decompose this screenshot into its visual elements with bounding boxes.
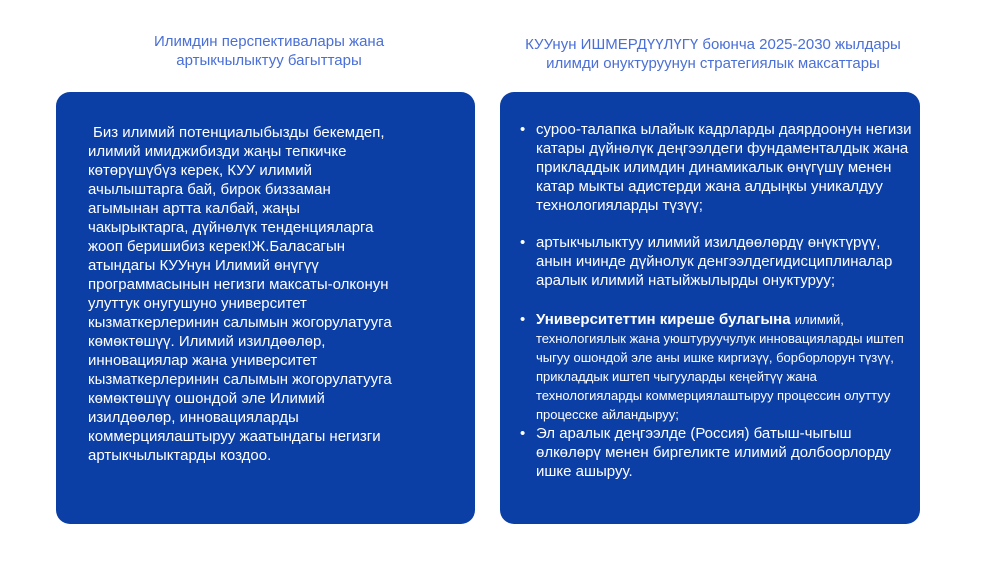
list-item-text: Эл аралык деңгээлде (Россия) батыш-чыгыш өлкөлөрү менен биргеликте илимий долбоорлорду ишке ашыруу. — [536, 425, 892, 480]
list-item — [520, 310, 912, 424]
right-heading: КУУнун ИШМЕРДҮҮЛҮГҮ боюнча 2025-2030 жылдары илимди онуктуруунун стратегиялык максаттары — [525, 36, 901, 72]
bullet-icon: • — [520, 425, 526, 442]
left-heading: Илимдин перспективалары жана артыкчылыктуу багыттары — [153, 33, 385, 69]
list-item-text: илимий, технологиялык жана уюштуруучулук инновацияларды иштеп чыгуу ошондой эле аны ишке киргизүү, борборлорун түзүү, прикладдык иштеп чыгууларды кеңейтүү жана технологияларды коммерциялаштыруу процессин олуттуу процесске айландыруу; — [536, 312, 904, 422]
strategic-goals-list — [520, 120, 912, 481]
strategic-goals-panel — [500, 92, 920, 524]
list-item — [520, 424, 912, 481]
perspectives-panel — [56, 92, 475, 524]
list-item-text: суроо-талапка ылайык кадрларды даярдоонун негизи катары дүйнөлүк деңгээлдеги фундаменталдык жана прикладдык илимдин динамикалык өнүгүшү менен катар мыкты адистерди жана алдыңкы уникалдуу технологияларды түзүү; — [536, 121, 912, 214]
perspectives-text — [88, 123, 400, 465]
list-item-text: артыкчылыктуу илимий изилдөөлөрдү өнүктүрүү, анын ичинде дүйнолук денгээлдегидисциплиналар аралык илимий натыйжылырды онуктуруу; — [536, 234, 893, 289]
bullet-icon: • — [520, 121, 526, 138]
list-item — [520, 120, 912, 215]
list-item — [520, 233, 912, 290]
bullet-icon: • — [520, 311, 526, 328]
perspectives-body: Биз илимий потенциалыбызды бекемдеп, илимий имиджибизди жаңы тепкичке көтөрүшүбүз керек, КУУ илимий ачылыштарга бай, бирок биззаман агымынан артта калбай, жаңы чакырыктарга, дүйнөлүк тенденцияларга жооп беришибиз керек!Ж.Баласагын атындагы КУУнун Илимий өнүгүү программасынын негизги максаты-олконун улуттук онугушуно университет кызматкерлеринин салымын жогорулатууга көмөктөшүү. Илимий изилдөөлөр, инновациялар жана университет кызматкерлеринин салымын жогорулатууга көмөктөшүү ошондой эле Илимий изилдөөлөр, инновацияларды коммерциялаштыруу жаатындагы негизги артыкчылыктарды коздоо. — [88, 124, 392, 464]
bullet-icon: • — [520, 234, 526, 251]
list-item-lead: Университеттин киреше булагына — [536, 311, 791, 328]
